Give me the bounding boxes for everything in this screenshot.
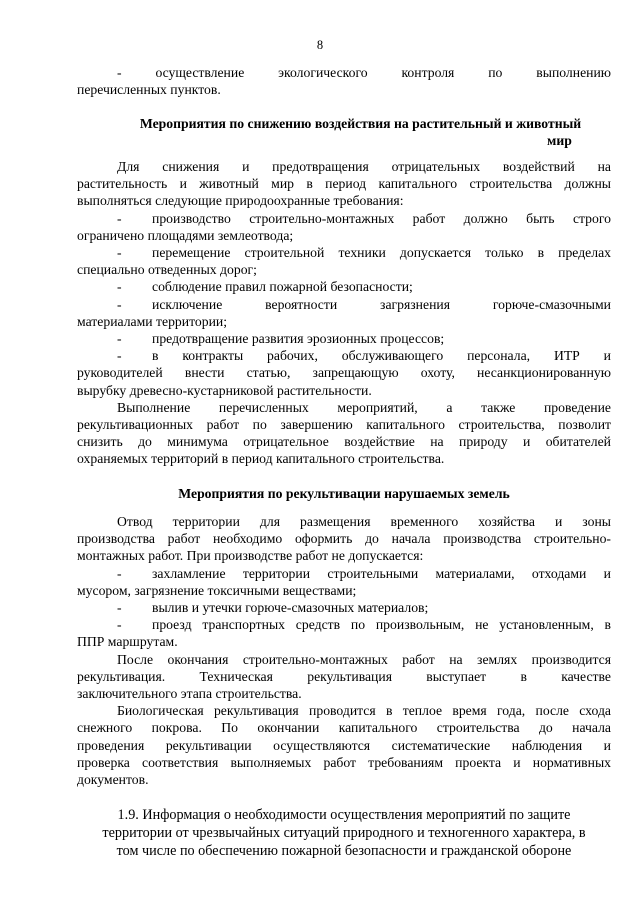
- text-line: Биологическая рекультивация проводится в теплое время года, после схода: [117, 703, 611, 719]
- text-line: перечисленных пунктов.: [77, 82, 221, 98]
- page-number: 8: [316, 38, 324, 52]
- text-line: выполняться следующие природоохранные требования:: [77, 193, 404, 209]
- text-line: проведения рекультивации осуществляются систематические наблюдения и: [77, 737, 611, 753]
- text-line: ППР маршрутам.: [77, 634, 178, 650]
- list-item: - исключение вероятности загрязнения горюче-смазочными: [117, 296, 611, 312]
- text-line: том числе по обеспечению пожарной безопасности и гражданской обороне: [116, 843, 572, 859]
- section-reclamation-body: [77, 513, 611, 788]
- list-item: - соблюдение правил пожарной безопасности;: [117, 279, 413, 295]
- text-line: снизить до минимума отрицательное воздействие на природу и обитателей: [77, 434, 611, 450]
- text-line: материалами территории;: [77, 313, 228, 329]
- text-line: охраняемых территорий в период капитального строительства.: [77, 451, 445, 467]
- text-line: проверка соответствия выполняемых работ требованиям проекта и нормативных: [77, 754, 611, 770]
- intro-paragraph: [77, 64, 611, 98]
- text-line: снежного покрова. По окончании капитального строительства до начала: [77, 720, 611, 736]
- text-line: Отвод территории для размещения временного хозяйства и зоны: [117, 514, 611, 529]
- text-line: 1.9. Информация о необходимости осуществления мероприятий по защите: [117, 807, 571, 823]
- text-line: - осуществление экологического контроля по выполнению: [117, 65, 612, 80]
- text-line: рекультивационных работ по завершению капитального строительства, позволит: [77, 417, 611, 433]
- section-1-9-heading: [77, 806, 611, 860]
- section-flora-body: [77, 158, 611, 468]
- text-line: мусором, загрязнение токсичными веществами;: [77, 582, 357, 598]
- list-item: - вылив и утечки горюче-смазочных материалов;: [117, 600, 429, 616]
- text-line: производства работ необходимо оформить до начала производства строительно-: [77, 531, 611, 547]
- text-line: территории от чрезвычайных ситуаций природного и техногенного характера, в: [102, 825, 586, 841]
- text-line: Выполнение перечисленных мероприятий, а также проведение: [117, 399, 611, 415]
- heading-flora: Мероприятия по снижению воздействия на растительный и животный: [139, 116, 582, 131]
- text-line: монтажных работ. При производстве работ не допускается:: [77, 548, 424, 564]
- text-line: рекультивация. Техническая рекультивация выступает в качестве: [77, 668, 611, 684]
- list-item: - в контракты рабочих, обслуживающего персонала, ИТР и: [117, 348, 611, 364]
- text-line: заключительного этапа строительства.: [77, 686, 302, 702]
- list-item: - перемещение строительной техники допускается только в пределах: [117, 245, 611, 261]
- list-item: - производство строительно-монтажных работ должно быть строго: [117, 210, 611, 226]
- list-item: - предотвращение развития эрозионных процессов;: [117, 331, 445, 347]
- text-line: Для снижения и предотвращения отрицательных воздействий на: [117, 159, 611, 174]
- text-line: После окончания строительно-монтажных работ на землях производится: [117, 651, 611, 667]
- text-line: вырубку древесно-кустарниковой растительности.: [77, 382, 372, 398]
- text-line: документов.: [77, 772, 149, 788]
- text-line: ограничено площадями землеотвода;: [77, 227, 294, 243]
- text-line: растительность и животный мир в период капитального строительства должны: [77, 176, 611, 192]
- text-line: руководителей внести статью, запрещающую охоту, несанкционированную: [77, 365, 611, 381]
- list-item: - проезд транспортных средств по произвольным, не установленным, в: [117, 617, 611, 633]
- heading-reclamation: Мероприятия по рекультивации нарушаемых земель: [178, 486, 510, 501]
- list-item: - захламление территории строительными материалами, отходами и: [117, 565, 611, 581]
- heading-flora-cont: мир: [547, 133, 572, 148]
- text-line: специально отведенных дорог;: [77, 262, 257, 278]
